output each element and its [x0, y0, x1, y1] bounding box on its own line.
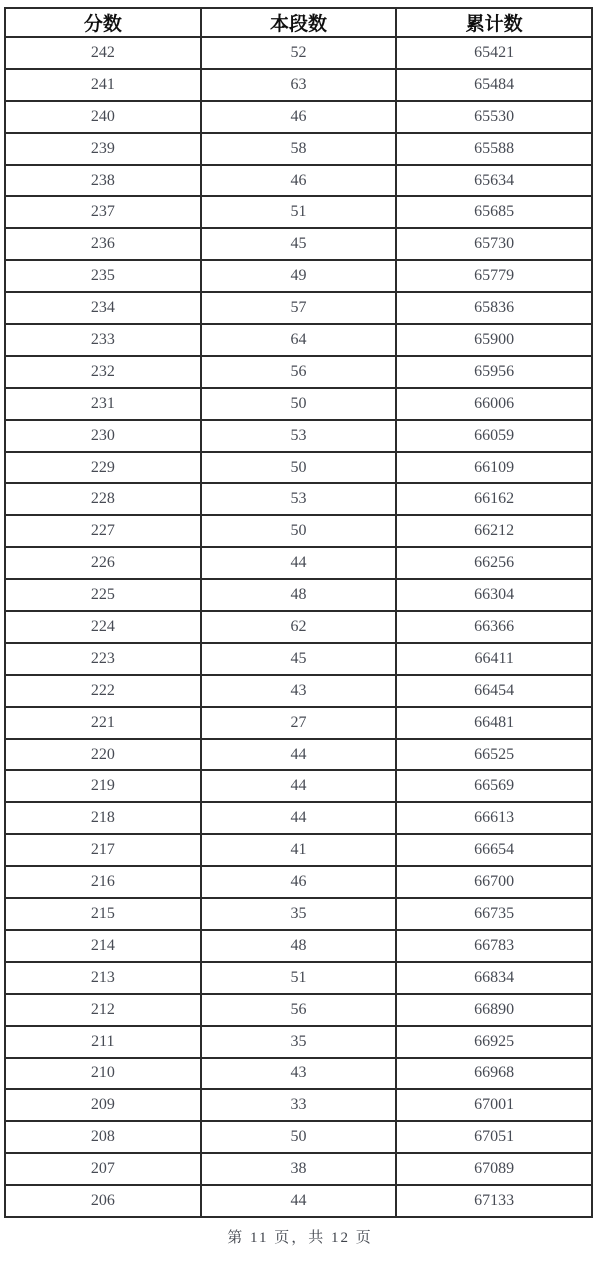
table-cell: 226: [5, 547, 201, 579]
table-cell: 221: [5, 707, 201, 739]
table-cell: 66162: [396, 483, 592, 515]
table-cell: 49: [201, 260, 397, 292]
table-cell: 228: [5, 483, 201, 515]
table-row: [5, 388, 592, 420]
table-cell: 209: [5, 1089, 201, 1121]
table-cell: 44: [201, 770, 397, 802]
table-cell: 65421: [396, 37, 592, 69]
table-cell: 65484: [396, 69, 592, 101]
table-cell: 206: [5, 1185, 201, 1217]
table-cell: 242: [5, 37, 201, 69]
table-cell: 220: [5, 739, 201, 771]
table-cell: 41: [201, 834, 397, 866]
table-cell: 227: [5, 515, 201, 547]
table-cell: 65836: [396, 292, 592, 324]
table-row: [5, 1121, 592, 1153]
table-cell: 211: [5, 1026, 201, 1058]
table-row: [5, 69, 592, 101]
table-cell: 44: [201, 1185, 397, 1217]
column-header-score: 分数: [5, 8, 201, 37]
table-cell: 43: [201, 1058, 397, 1090]
table-cell: 240: [5, 101, 201, 133]
table-row: [5, 866, 592, 898]
table-row: [5, 547, 592, 579]
table-cell: 43: [201, 675, 397, 707]
table-cell: 239: [5, 133, 201, 165]
table-cell: 223: [5, 643, 201, 675]
table-row: [5, 101, 592, 133]
table-cell: 210: [5, 1058, 201, 1090]
table-row: [5, 1185, 592, 1217]
table-cell: 52: [201, 37, 397, 69]
table-cell: 51: [201, 196, 397, 228]
table-cell: 213: [5, 962, 201, 994]
table-cell: 233: [5, 324, 201, 356]
table-cell: 66569: [396, 770, 592, 802]
table-cell: 235: [5, 260, 201, 292]
table-row: [5, 898, 592, 930]
table-cell: 65685: [396, 196, 592, 228]
table-cell: 65900: [396, 324, 592, 356]
table-cell: 65956: [396, 356, 592, 388]
table-cell: 237: [5, 196, 201, 228]
table-cell: 236: [5, 228, 201, 260]
table-cell: 65730: [396, 228, 592, 260]
table-cell: 224: [5, 611, 201, 643]
table-cell: 66366: [396, 611, 592, 643]
table-row: [5, 643, 592, 675]
table-cell: 50: [201, 515, 397, 547]
table-cell: 67089: [396, 1153, 592, 1185]
table-row: [5, 515, 592, 547]
table-cell: 66700: [396, 866, 592, 898]
table-row: [5, 611, 592, 643]
table-cell: 48: [201, 579, 397, 611]
table-cell: 66059: [396, 420, 592, 452]
table-cell: 65588: [396, 133, 592, 165]
table-cell: 66212: [396, 515, 592, 547]
header-row: [5, 8, 592, 37]
table-cell: 56: [201, 356, 397, 388]
table-row: [5, 165, 592, 197]
table-row: [5, 834, 592, 866]
table-cell: 66481: [396, 707, 592, 739]
table-row: [5, 324, 592, 356]
table-row: [5, 707, 592, 739]
table-cell: 66304: [396, 579, 592, 611]
table-row: [5, 1026, 592, 1058]
table-cell: 45: [201, 228, 397, 260]
column-header-segment-count: 本段数: [201, 8, 397, 37]
table-cell: 53: [201, 483, 397, 515]
table-cell: 46: [201, 866, 397, 898]
table-cell: 33: [201, 1089, 397, 1121]
table-cell: 218: [5, 802, 201, 834]
table-row: [5, 420, 592, 452]
table-row: [5, 260, 592, 292]
table-cell: 212: [5, 994, 201, 1026]
table-cell: 64: [201, 324, 397, 356]
table-row: [5, 228, 592, 260]
table-cell: 67001: [396, 1089, 592, 1121]
table-cell: 38: [201, 1153, 397, 1185]
table-cell: 66654: [396, 834, 592, 866]
table-cell: 214: [5, 930, 201, 962]
table-cell: 241: [5, 69, 201, 101]
table-cell: 216: [5, 866, 201, 898]
table-cell: 234: [5, 292, 201, 324]
table-row: [5, 962, 592, 994]
table-cell: 66525: [396, 739, 592, 771]
table-cell: 57: [201, 292, 397, 324]
table-cell: 66454: [396, 675, 592, 707]
table-row: [5, 1089, 592, 1121]
table-row: [5, 579, 592, 611]
table-cell: 229: [5, 452, 201, 484]
table-cell: 207: [5, 1153, 201, 1185]
table-row: [5, 739, 592, 771]
column-header-cumulative-count: 累计数: [396, 8, 592, 37]
table-cell: 232: [5, 356, 201, 388]
table-cell: 66735: [396, 898, 592, 930]
table-row: [5, 133, 592, 165]
table-cell: 230: [5, 420, 201, 452]
table-cell: 66006: [396, 388, 592, 420]
table-cell: 50: [201, 1121, 397, 1153]
table-cell: 46: [201, 101, 397, 133]
table-row: [5, 37, 592, 69]
table-cell: 225: [5, 579, 201, 611]
table-cell: 44: [201, 802, 397, 834]
table-row: [5, 356, 592, 388]
table-row: [5, 196, 592, 228]
table-cell: 65634: [396, 165, 592, 197]
score-distribution-table: [4, 7, 593, 1218]
table-row: [5, 930, 592, 962]
table-cell: 66783: [396, 930, 592, 962]
table-row: [5, 1153, 592, 1185]
table-cell: 50: [201, 452, 397, 484]
table-cell: 208: [5, 1121, 201, 1153]
table-cell: 67133: [396, 1185, 592, 1217]
table-cell: 51: [201, 962, 397, 994]
table-cell: 63: [201, 69, 397, 101]
table-row: [5, 994, 592, 1026]
table-cell: 50: [201, 388, 397, 420]
table-row: [5, 483, 592, 515]
table-cell: 62: [201, 611, 397, 643]
table-cell: 48: [201, 930, 397, 962]
table-cell: 66968: [396, 1058, 592, 1090]
table-cell: 44: [201, 739, 397, 771]
table-cell: 66256: [396, 547, 592, 579]
table-cell: 27: [201, 707, 397, 739]
table-cell: 67051: [396, 1121, 592, 1153]
page-footer: 第 11 页，共 12 页: [227, 1230, 373, 1246]
table-cell: 217: [5, 834, 201, 866]
table-header: [5, 8, 592, 37]
table-cell: 66925: [396, 1026, 592, 1058]
table-cell: 222: [5, 675, 201, 707]
table-cell: 66613: [396, 802, 592, 834]
table-cell: 35: [201, 1026, 397, 1058]
table-body: [5, 37, 592, 1217]
table-cell: 66834: [396, 962, 592, 994]
table-row: [5, 675, 592, 707]
table-cell: 53: [201, 420, 397, 452]
table-cell: 238: [5, 165, 201, 197]
table-cell: 65779: [396, 260, 592, 292]
table-cell: 66109: [396, 452, 592, 484]
table-cell: 44: [201, 547, 397, 579]
table-cell: 56: [201, 994, 397, 1026]
table-cell: 231: [5, 388, 201, 420]
table-row: [5, 292, 592, 324]
table-cell: 66890: [396, 994, 592, 1026]
table-row: [5, 770, 592, 802]
table-row: [5, 452, 592, 484]
table-cell: 45: [201, 643, 397, 675]
table-cell: 46: [201, 165, 397, 197]
table-cell: 215: [5, 898, 201, 930]
table-cell: 35: [201, 898, 397, 930]
table-row: [5, 1058, 592, 1090]
table-cell: 219: [5, 770, 201, 802]
table-row: [5, 802, 592, 834]
table-cell: 58: [201, 133, 397, 165]
table-cell: 65530: [396, 101, 592, 133]
table-cell: 66411: [396, 643, 592, 675]
